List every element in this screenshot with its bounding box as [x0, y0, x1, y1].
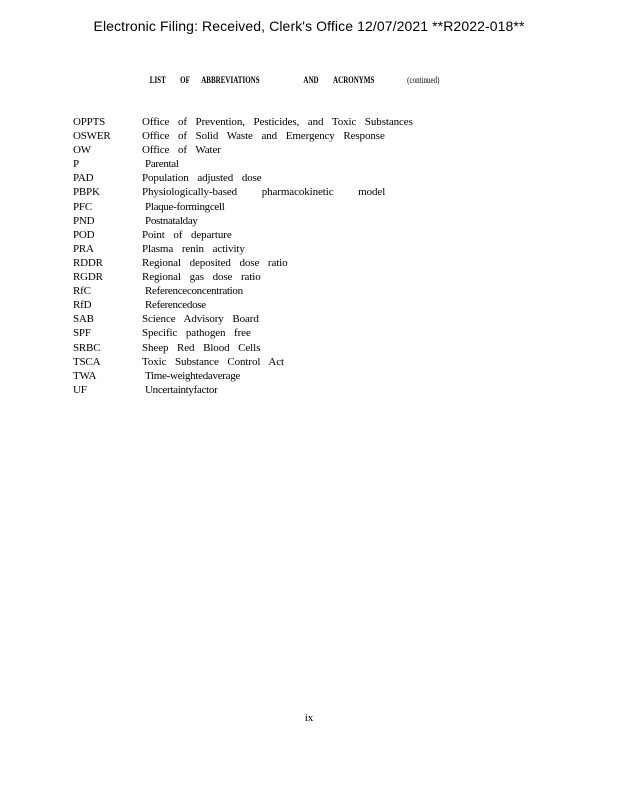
- heading-word-abbreviations: ABBREVIATIONS: [201, 75, 260, 85]
- list-item: [73, 144, 433, 158]
- list-item: [73, 130, 433, 144]
- abbreviation-definition: Office of Prevention, Pesticides, and Toxic Substances: [142, 116, 413, 128]
- abbreviation-definition: Time-weightedaverage: [145, 369, 241, 382]
- abbreviation-definition: Parental: [145, 158, 179, 171]
- abbreviation-term: OSWER: [73, 130, 111, 143]
- abbreviation-term: POD: [73, 228, 95, 241]
- list-item: [73, 243, 433, 257]
- list-item: [73, 342, 433, 356]
- abbreviation-term: PND: [73, 214, 95, 227]
- list-item: [73, 215, 433, 229]
- list-item: [73, 229, 433, 243]
- abbreviation-term: PRA: [73, 242, 94, 255]
- heading-word-and: AND: [303, 75, 319, 85]
- abbreviation-term: OW: [73, 144, 91, 157]
- abbreviation-term: RfC: [73, 285, 91, 298]
- abbreviation-term: PBPK: [73, 186, 100, 199]
- abbreviation-definition: Regional gas dose ratio: [142, 271, 261, 284]
- abbreviation-term: TSCA: [73, 355, 101, 368]
- abbreviation-term: RfD: [73, 299, 92, 312]
- heading-word-of: OF: [180, 75, 190, 85]
- list-heading: [0, 75, 482, 87]
- abbreviation-term: SPF: [73, 327, 91, 340]
- abbreviation-term: SAB: [73, 313, 94, 326]
- abbreviation-definition: Referenceconcentration: [145, 285, 243, 298]
- abbreviation-term: PFC: [73, 200, 92, 213]
- abbreviation-definition: Office of Water: [142, 144, 221, 157]
- heading-word-acronyms: ACRONYMS: [333, 75, 375, 85]
- list-item: [73, 271, 433, 285]
- list-item: [73, 257, 433, 271]
- list-item: [73, 313, 433, 327]
- list-item: [73, 158, 433, 172]
- page-number: ix: [304, 712, 314, 724]
- abbreviation-definition: Specific pathogen free: [142, 327, 251, 340]
- list-item: [73, 116, 433, 130]
- list-item: [73, 172, 433, 186]
- abbreviation-term: RGDR: [73, 271, 103, 284]
- abbreviation-definition: Office of Solid Waste and Emergency Response: [142, 130, 385, 143]
- abbreviation-term: TWA: [73, 369, 97, 382]
- heading-continued: (continued): [407, 75, 440, 85]
- abbreviation-definition: Uncertaintyfactor: [145, 383, 218, 396]
- list-item: [73, 327, 433, 341]
- abbreviation-definition: Postnatalday: [145, 214, 198, 227]
- abbreviation-definition: Sheep Red Blood Cells: [142, 341, 261, 354]
- abbreviation-definition: Physiologically-based pharmacokinetic model: [142, 186, 386, 199]
- abbreviation-definition: Plaque-formingcell: [145, 200, 225, 213]
- abbreviation-list: [73, 116, 433, 398]
- abbreviation-definition: Plasma renin activity: [142, 242, 245, 255]
- abbreviation-term: PAD: [73, 172, 94, 185]
- abbreviation-term: UF: [73, 383, 87, 396]
- filing-stamp: Electronic Filing: Received, Clerk's Office 12/07/2021 **R2022-018**: [93, 18, 525, 34]
- abbreviation-definition: Science Advisory Board: [142, 313, 259, 326]
- abbreviation-definition: Referencedose: [145, 299, 206, 312]
- abbreviation-term: OPPTS: [73, 116, 106, 128]
- list-item: [73, 299, 433, 313]
- list-item: [73, 285, 433, 299]
- abbreviation-definition: Population adjusted dose: [142, 172, 262, 185]
- abbreviation-term: RDDR: [73, 256, 103, 269]
- list-item: [73, 356, 433, 370]
- list-item: [73, 186, 433, 200]
- abbreviation-definition: Regional deposited dose ratio: [142, 256, 288, 269]
- list-item: [73, 384, 433, 398]
- heading-word-list: LIST: [149, 75, 166, 85]
- list-item: [73, 201, 433, 215]
- abbreviation-term: SRBC: [73, 341, 101, 354]
- abbreviation-term: P: [73, 158, 79, 171]
- abbreviation-definition: Toxic Substance Control Act: [142, 355, 284, 368]
- abbreviation-definition: Point of departure: [142, 228, 232, 241]
- list-item: [73, 370, 433, 384]
